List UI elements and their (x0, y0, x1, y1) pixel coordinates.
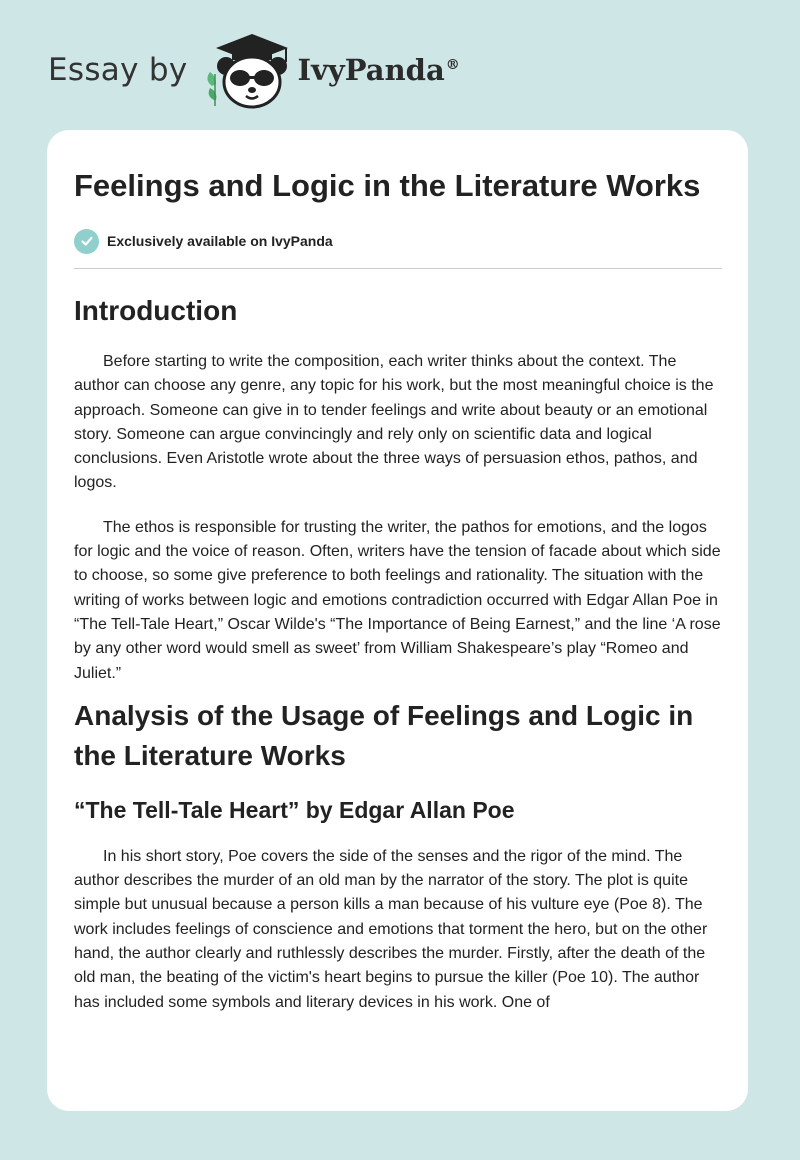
paragraph: The ethos is responsible for trusting the writer, the pathos for emotions, and the logos for logic and the voice of reason. Often, writers have the tension of facade about which side to choose, so some give preference to both feelings and rationality. The situation with the writing of works between logic and emotions contradiction occurred with Edgar Allan Poe in “The Tell-Tale Heart,” Oscar Wilde's “The Importance of Being Earnest,” and the line ‘A rose by any other word would smell as sweet’ from William Shakespeare’s play “Romeo and Juliet.” (74, 518, 721, 682)
check-icon (74, 229, 99, 254)
brand-prefix: Essay by (48, 52, 188, 88)
title-divider (74, 268, 722, 269)
section-analysis (74, 696, 722, 1015)
panda-logo-icon[interactable] (202, 30, 294, 110)
section-heading: Analysis of the Usage of Feelings and Logic in the Literature Works (74, 699, 694, 771)
registered-mark: ® (445, 57, 460, 74)
essay-card (47, 130, 748, 1111)
exclusive-label: Exclusively available on IvyPanda (107, 233, 333, 249)
subsection-heading: “The Tell-Tale Heart” by Edgar Allan Poe (74, 796, 515, 823)
section-introduction (74, 291, 722, 686)
paragraph: Before starting to write the composition, each writer thinks about the context. The author can choose any genre, any topic for his work, but the most meaningful choice is the approach. Someone can give in to tender feelings and write about beauty or an emotional story. Someone can argue convincingly and rely only on scientific data and logical conclusions. Even Aristotle wrote about the three ways of persuasion ethos, pathos, and logos. (74, 353, 714, 492)
essay-title: Feelings and Logic in the Literature Works (74, 168, 701, 203)
paragraph: In his short story, Poe covers the side of the senses and the rigor of the mind. The author describes the murder of an old man by the narrator of the story. The plot is quite simple but unusual because a person kills a man because of his vulture eye (Poe 8). The work includes feelings of conscience and emotions that torment the hero, but on the other hand, the author clearly and ruthlessly describes the murder. Firstly, after the death of the old man, the beating of the victim's heart begins to pursue the killer (Poe 10). The author has included some symbols and literary devices in his work. One of (74, 847, 708, 1011)
brand-name[interactable]: IvyPanda® (297, 53, 460, 87)
section-heading: Introduction (74, 295, 238, 326)
exclusive-badge (74, 228, 722, 254)
brand-header (48, 30, 460, 110)
